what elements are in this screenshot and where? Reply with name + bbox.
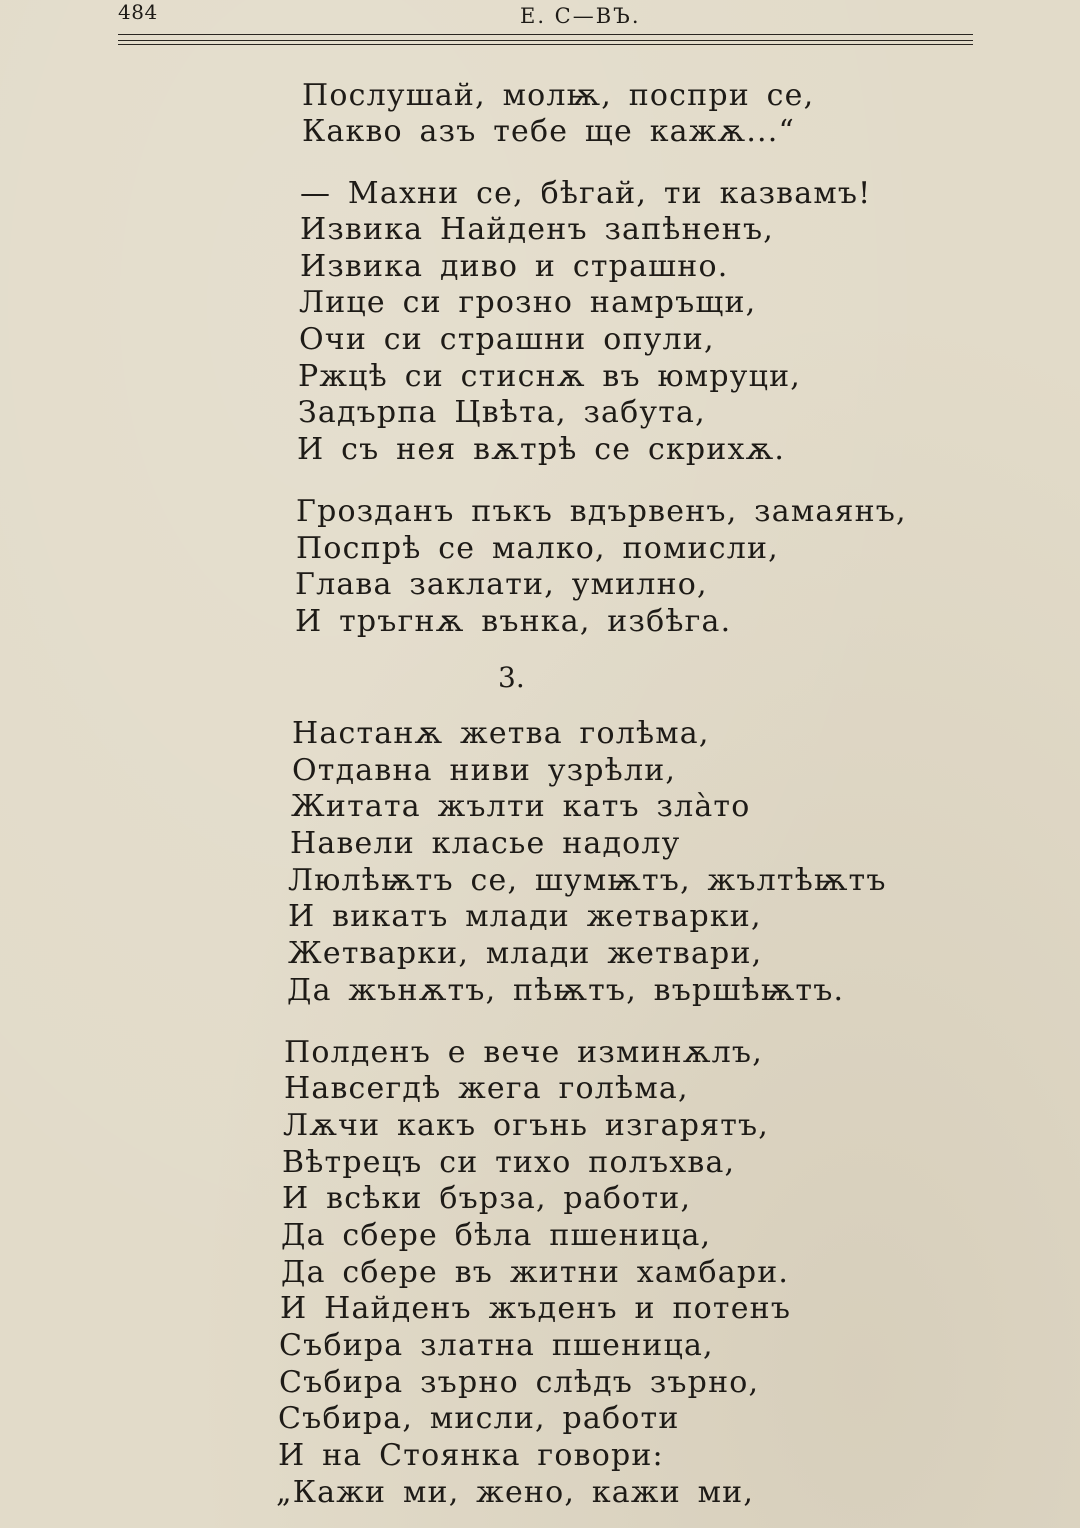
- verse-line: Люлѣѭтъ се, шумѭтъ, жълтѣѭтъ: [288, 863, 887, 898]
- section-number: 3.: [498, 661, 525, 694]
- verse-line: Вѣтрецъ си тихо полъхва,: [282, 1145, 736, 1180]
- verse-line: Очи си страшни опули,: [299, 322, 715, 357]
- verse-line: Събира златна пшеница,: [279, 1328, 714, 1363]
- verse-line: Навели класье надолу: [290, 826, 681, 861]
- verse-line: Задърпа Цвѣта, забута,: [298, 395, 706, 430]
- verse-line: И всѣки бърза, работи,: [282, 1181, 692, 1216]
- verse-line: Поспрѣ се малко, помисли,: [296, 531, 779, 566]
- verse-line: Извика Найденъ запѣненъ,: [300, 212, 774, 247]
- verse-line: Житата жълти катъ злàто: [291, 789, 751, 824]
- verse-line: Полденъ е вече изминѫлъ,: [284, 1035, 763, 1070]
- verse-line: И съ нея вѫтрѣ се скрихѫ.: [297, 432, 786, 467]
- verse-line: Събира зърно слѣдъ зърно,: [279, 1365, 760, 1400]
- verse-line: Отдавна ниви узрѣли,: [292, 753, 677, 788]
- header-rule: [118, 40, 973, 41]
- verse-line: Послушай, молѭ, поспри се,: [302, 78, 815, 113]
- verse-line: И Найденъ жъденъ и потенъ: [280, 1291, 792, 1326]
- running-head: Е. С—ВЪ.: [520, 4, 641, 28]
- verse-line: Какво азъ тебе ще кажѫ...“: [302, 114, 796, 149]
- verse-line: Жетварки, млади жетвари,: [288, 936, 763, 971]
- verse-line: „Кажи ми, жено, кажи ми,: [276, 1475, 755, 1510]
- header-rule: [118, 34, 973, 35]
- verse-line: Лѫчи какъ огънь изгарятъ,: [283, 1108, 770, 1143]
- verse-line: — Махни се, бѣгай, ти казвамъ!: [300, 176, 872, 211]
- verse-line: Да сбере въ житни хамбари.: [281, 1255, 790, 1290]
- verse-line: Настанѫ жетва голѣма,: [292, 716, 710, 751]
- verse-line: Да сбере бѣла пшеница,: [281, 1218, 712, 1253]
- verse-line: И викатъ млади жетварки,: [288, 899, 762, 934]
- header-rule: [118, 44, 973, 45]
- verse-line: Лице си грозно намръщи,: [299, 285, 757, 320]
- verse-line: Извика диво и страшно.: [300, 249, 729, 284]
- verse-line: И тръгнѫ вънка, избѣга.: [295, 604, 732, 639]
- page-number: 484: [118, 0, 158, 24]
- verse-line: Да жънѫтъ, пѣѭтъ, вършѣѭтъ.: [287, 973, 845, 1008]
- verse-line: Събира, мисли, работи: [278, 1401, 680, 1436]
- verse-line: Ржцѣ си стиснѫ въ юмруци,: [298, 359, 802, 394]
- verse-line: Глава заклати, умилно,: [295, 567, 708, 602]
- verse-line: Грозданъ пъкъ вдървенъ, замаянъ,: [296, 494, 907, 529]
- verse-line: Навсегдѣ жега голѣма,: [284, 1071, 689, 1106]
- verse-line: И на Стоянка говори:: [278, 1438, 664, 1473]
